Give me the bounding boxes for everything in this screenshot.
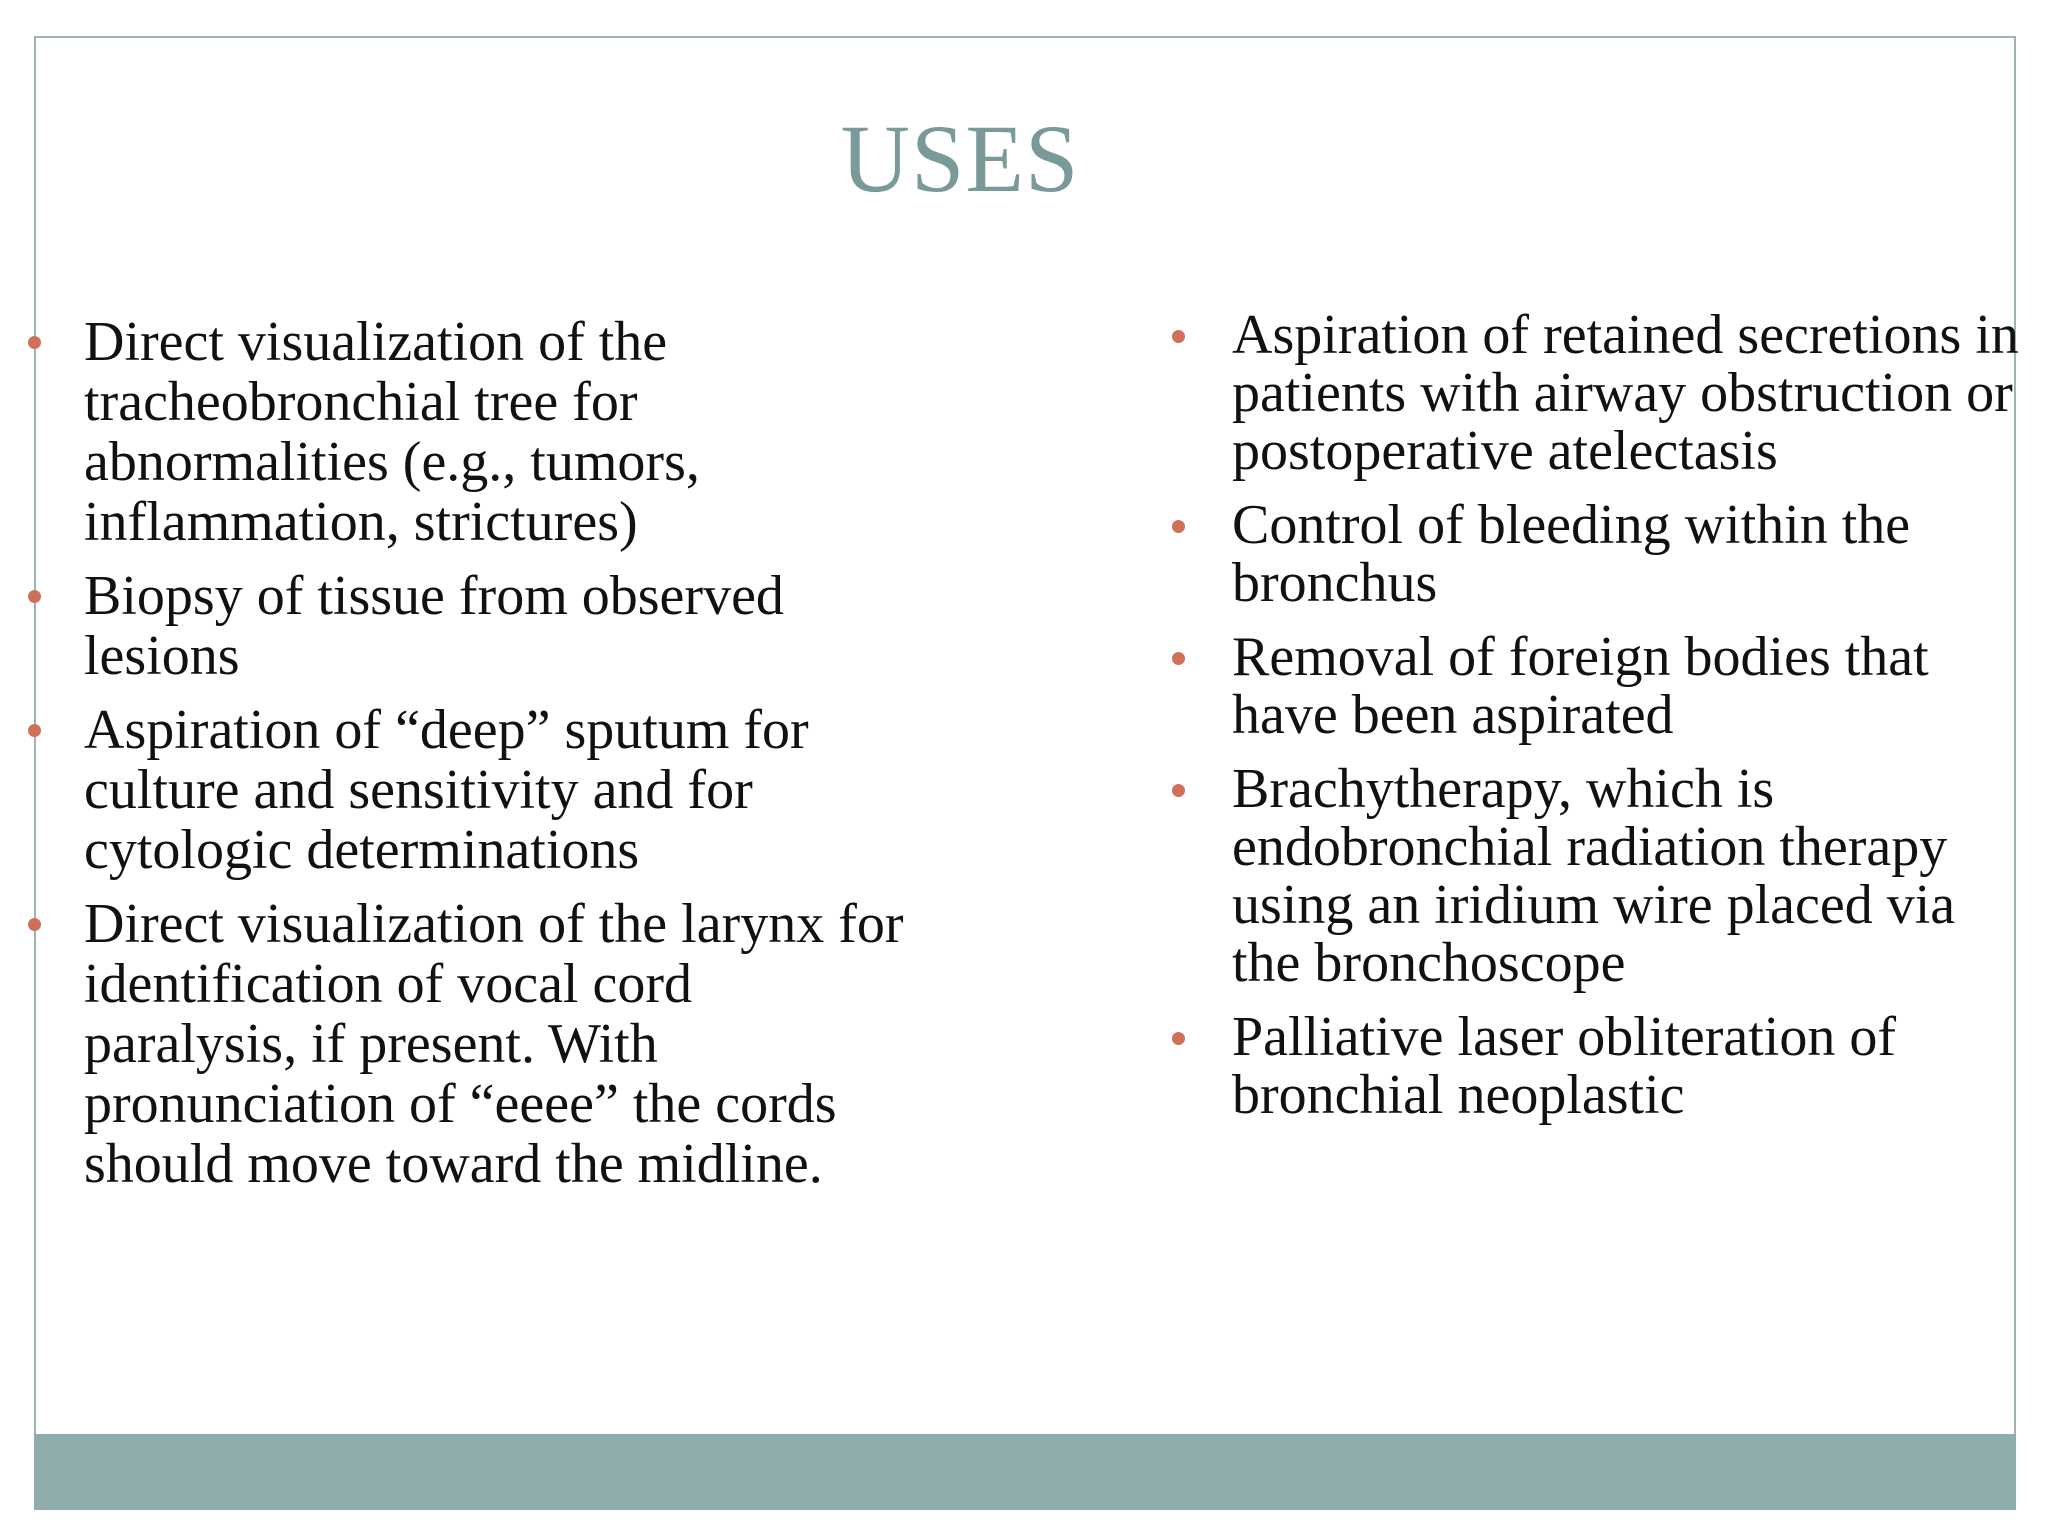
bullet-dot-icon (1172, 520, 1185, 533)
list-item-text: Aspiration of “deep” sputum for culture and sensitivity and for cytologic determinations (84, 699, 809, 881)
list-item-text: Direct visualization of the tracheobronchial tree for abnormalities (e.g., tumors, inflammation, strictures) (84, 311, 700, 553)
list-item-text: Biopsy of tissue from observed lesions (84, 565, 784, 687)
slide-title: USES (840, 105, 1080, 212)
list-item (28, 894, 908, 1194)
list-item-text: Removal of foreign bodies that have been aspirated (1232, 626, 1929, 746)
bullet-dot-icon (1172, 652, 1185, 665)
list-item (28, 700, 908, 880)
list-item-text: Aspiration of retained secretions in patients with airway obstruction or postoperative atelectasis (1232, 304, 2019, 482)
list-item-text: Brachytherapy, which is endobronchial radiation therapy using an iridium wire placed via the bronchoscope (1232, 758, 1956, 994)
list-item-text: Direct visualization of the larynx for identification of vocal cord paralysis, if present. With pronunciation of “eeee” the cords should move toward the midline. (84, 893, 904, 1195)
bullet-dot-icon (1172, 330, 1185, 343)
bullet-dot-icon (28, 918, 41, 931)
bullet-dot-icon (28, 590, 41, 603)
list-item (28, 312, 908, 552)
list-item (1172, 496, 2032, 612)
footer-band (34, 1434, 2016, 1510)
bullet-dot-icon (1172, 1032, 1185, 1045)
bullet-dot-icon (28, 724, 41, 737)
list-item (1172, 306, 2032, 480)
list-item-text: Control of bleeding within the bronchus (1232, 494, 1911, 614)
list-item (1172, 760, 2032, 992)
bullet-dot-icon (28, 336, 41, 349)
bullet-dot-icon (1172, 784, 1185, 797)
list-item (1172, 628, 2032, 744)
list-item (1172, 1008, 2032, 1124)
left-bullet-list (28, 312, 908, 1208)
list-item (28, 566, 908, 686)
right-bullet-list (1172, 306, 2032, 1140)
list-item-text: Palliative laser obliteration of bronchial neoplastic (1232, 1006, 1897, 1126)
